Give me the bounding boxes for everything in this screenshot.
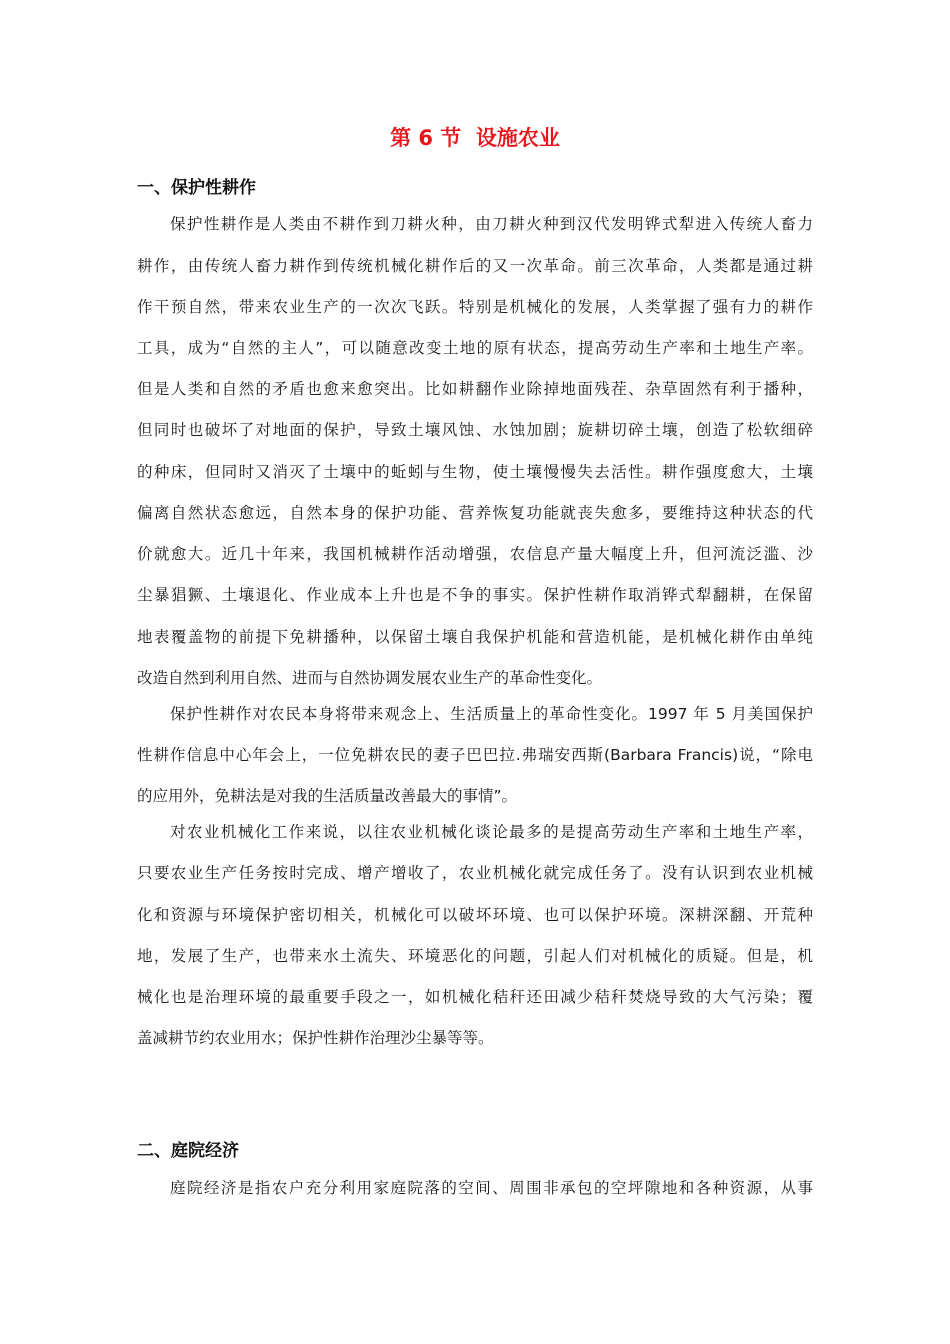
paragraph-line: 械化也是治理环境的最重要手段之一，如机械化秸秆还田减少秸秆焚烧导致的大气污染；覆 [137, 988, 813, 1006]
page-title: 第 6 节 设施农业 [390, 126, 560, 150]
section-heading-conservation-tillage: 一、保护性耕作 [137, 178, 256, 198]
paragraph-line: 地表覆盖物的前提下免耕播种，以保留土壤自我保护机能和营造机能，是机械化耕作由单纯 [137, 628, 813, 646]
paragraph-line: 保护性耕作是人类由不耕作到刀耕火种，由刀耕火种到汉代发明铧式犁进入传统人畜力 [170, 215, 813, 233]
paragraph-line: 偏离自然状态愈远，自然本身的保护功能、营养恢复功能就丧失愈多，要维持这种状态的代 [137, 504, 813, 522]
paragraph-line: 作干预自然，带来农业生产的一次次飞跃。特别是机械化的发展，人类掌握了强有力的耕作 [137, 298, 813, 316]
paragraph-line: 只要农业生产任务按时完成、增产增收了，农业机械化就完成任务了。没有认识到农业机械 [137, 864, 813, 882]
paragraph-line: 尘暴猖獗、土壤退化、作业成本上升也是不争的事实。保护性耕作取消铧式犁翻耕，在保留 [137, 586, 813, 604]
paragraph-line: 改造自然到利用自然、进而与自然协调发展农业生产的革命性变化。 [137, 669, 603, 687]
paragraph-line: 但是人类和自然的矛盾也愈来愈突出。比如耕翻作业除掉地面残茬、杂草固然有利于播种， [137, 380, 813, 398]
paragraph-line: 但同时也破坏了对地面的保护，导致土壤风蚀、水蚀加剧；旋耕切碎土壤，创造了松软细碎 [137, 421, 813, 439]
paragraph-line: 价就愈大。近几十年来，我国机械耕作活动增强，农信息产量大幅度上升，但河流泛滥、沙 [137, 545, 813, 563]
paragraph-line: 性耕作信息中心年会上，一位免耕农民的妻子巴巴拉.弗瑞安西斯(Barbara Francis)说，“除电 [137, 746, 813, 764]
paragraph-line: 庭院经济是指农户充分利用家庭院落的空间、周围非承包的空坪隙地和各种资源，从事 [170, 1179, 813, 1197]
paragraph-line: 化和资源与环境保护密切相关，机械化可以破坏环境、也可以保护环境。深耕深翻、开荒种 [137, 906, 813, 924]
section-heading-courtyard-economy: 二、庭院经济 [137, 1141, 239, 1161]
paragraph-line: 盖减耕节约农业用水；保护性耕作治理沙尘暴等等。 [137, 1029, 494, 1047]
paragraph-line: 保护性耕作对农民本身将带来观念上、生活质量上的革命性变化。1997 年 5 月美国保护 [170, 705, 813, 723]
paragraph-line: 工具，成为“自然的主人”，可以随意改变土地的原有状态，提高劳动生产率和土地生产率。 [137, 339, 813, 357]
paragraph-line: 地，发展了生产，也带来水土流失、环境恶化的问题，引起人们对机械化的质疑。但是，机 [137, 947, 813, 965]
paragraph-line: 对农业机械化工作来说，以往农业机械化谈论最多的是提高劳动生产率和土地生产率， [170, 823, 813, 841]
paragraph-line: 的种床，但同时又消灭了土壤中的蚯蚓与生物，使土壤慢慢失去活性。耕作强度愈大，土壤 [137, 463, 813, 481]
paragraph-line: 耕作，由传统人畜力耕作到传统机械化耕作后的又一次革命。前三次革命，人类都是通过耕 [137, 257, 813, 275]
paragraph-line: 的应用外，免耕法是对我的生活质量改善最大的事情”。 [137, 787, 518, 805]
